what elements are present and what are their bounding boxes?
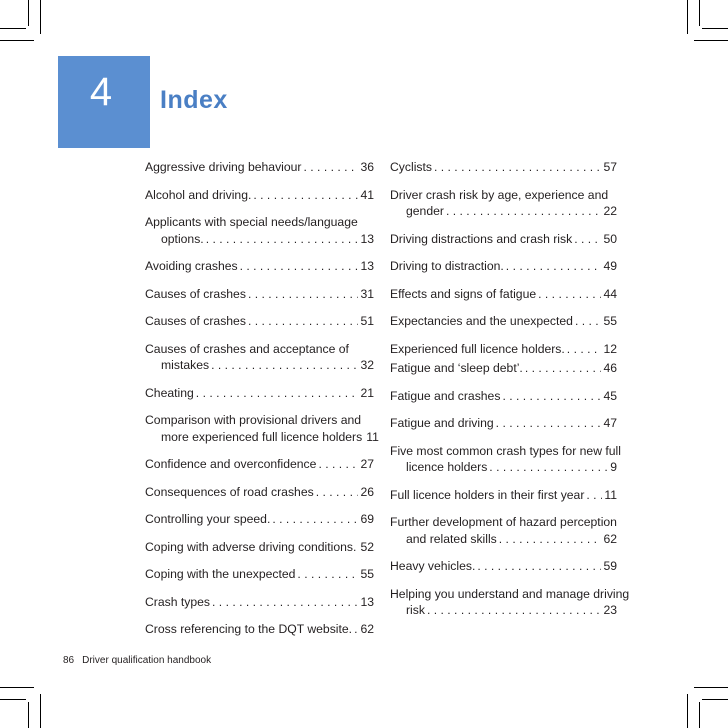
- index-entry-page: 13: [360, 259, 374, 273]
- dot-leader: [574, 231, 601, 248]
- index-entry-line: [390, 313, 617, 330]
- index-entry-line: [390, 558, 617, 575]
- index-entry-line: [145, 159, 374, 176]
- index-entry-label: risk: [406, 603, 425, 617]
- index-entry-page: 50: [603, 231, 617, 246]
- index-entry-page: 23: [603, 603, 617, 617]
- index-entry: [390, 388, 617, 405]
- index-entry: [145, 456, 374, 473]
- index-entry: [145, 511, 374, 528]
- index-entry-page: 52: [360, 539, 374, 554]
- index-entry: [390, 159, 617, 176]
- index-entry-label-line1: Five most common crash types for new full: [390, 443, 621, 458]
- index-entry-label: gender: [406, 204, 444, 218]
- dot-leader: [434, 159, 601, 176]
- dot-leader: [212, 594, 358, 611]
- index-entry-label: Heavy vehicles.: [390, 559, 476, 573]
- index-entry-label: Driving distractions and crash risk: [390, 231, 573, 246]
- index-entry-page: 26: [360, 484, 374, 499]
- index-entry-label-line1: Further development of hazard perception: [390, 515, 617, 529]
- index-entry: [145, 621, 374, 638]
- index-entry-page: 45: [603, 388, 617, 403]
- index-entry-label: Effects and signs of fatigue: [390, 286, 537, 301]
- dot-leader: [272, 511, 358, 528]
- dot-leader: [354, 621, 358, 638]
- index-entry-label: and related skills: [406, 531, 497, 546]
- index-entry-label: Coping with the unexpected: [145, 567, 296, 581]
- index-entry-line: [145, 357, 374, 374]
- crop-mark: [0, 28, 26, 29]
- crop-mark: [0, 687, 34, 688]
- index-entry-page: 44: [603, 286, 617, 301]
- chapter-number: 4: [89, 70, 113, 114]
- index-entry: [390, 313, 617, 330]
- index-entry-line: [145, 286, 374, 303]
- index-entry-line: [390, 487, 617, 504]
- dot-leader: [496, 415, 602, 432]
- index-entry: [390, 187, 617, 220]
- index-entry-line: [145, 231, 374, 248]
- index-entry-label: Fatigue and ‘sleep debt’.: [390, 361, 523, 375]
- index-entry-page: 13: [360, 231, 374, 246]
- index-entry-line: [145, 566, 374, 583]
- dot-leader: [506, 258, 602, 275]
- dot-leader: [499, 531, 602, 548]
- footer-title: Driver qualification handbook: [82, 655, 212, 666]
- index-entry-page: 57: [603, 160, 617, 174]
- index-entry: [145, 258, 374, 275]
- index-entry-line: [145, 258, 374, 275]
- index-entry-page: 49: [603, 259, 617, 273]
- index-entry-line: [390, 203, 617, 220]
- crop-mark: [687, 0, 688, 34]
- index-entry-label: Cyclists: [390, 160, 432, 174]
- dot-leader: [586, 487, 602, 504]
- index-entry-label-line1: Causes of crashes and acceptance of: [145, 341, 349, 356]
- crop-mark: [40, 0, 41, 34]
- index-entry-page: 27: [360, 457, 374, 471]
- index-entry-page: 69: [360, 512, 374, 526]
- index-entry-line: [145, 539, 374, 556]
- index-entry: [145, 214, 374, 247]
- crop-mark: [0, 40, 34, 41]
- index-entry-line: [390, 459, 617, 476]
- index-entry-label-line1: Comparison with provisional drivers and: [145, 413, 362, 427]
- index-entry-page: 55: [360, 567, 374, 581]
- index-entry: [390, 341, 617, 358]
- index-entry-page: 51: [360, 314, 374, 328]
- dot-leader: [477, 558, 601, 575]
- dot-leader: [206, 231, 359, 248]
- index-entry-page: 21: [360, 385, 374, 400]
- dot-leader: [211, 357, 358, 374]
- index-entry-line: [390, 602, 617, 619]
- crop-mark: [28, 0, 29, 26]
- dot-leader: [253, 187, 358, 204]
- index-entry: [145, 566, 374, 583]
- crop-mark: [699, 702, 700, 728]
- dot-leader: [567, 341, 602, 358]
- index-entry-line: [145, 429, 379, 446]
- index-entry-page: 22: [603, 204, 617, 218]
- index-entry: [145, 187, 374, 204]
- index-entry: [145, 484, 374, 501]
- index-column-left: [145, 159, 379, 638]
- crop-mark: [0, 699, 26, 700]
- dot-leader: [248, 286, 359, 303]
- index-entry: [390, 415, 617, 432]
- index-entry-label-line1: Helping you understand and manage driving: [390, 586, 630, 601]
- crop-mark: [699, 0, 700, 26]
- crop-mark: [28, 702, 29, 728]
- index-entry-label: licence holders: [406, 460, 488, 474]
- dot-leader: [575, 313, 601, 330]
- index-entry-label: Experienced full licence holders.: [390, 341, 565, 356]
- index-entry-line: [145, 385, 374, 402]
- index-entry-label: Cross referencing to the DQT website.: [145, 622, 353, 636]
- index-entry: [390, 443, 621, 476]
- index-entry-label: Causes of crashes: [145, 286, 246, 301]
- crop-mark: [687, 694, 688, 728]
- index-entry: [145, 412, 379, 445]
- dot-leader: [525, 360, 602, 377]
- page-title: Index: [160, 86, 228, 114]
- index-entry-page: 31: [360, 286, 374, 301]
- index-entry-page: 36: [360, 160, 374, 174]
- dot-leader: [297, 566, 358, 583]
- index-entry-line: [145, 187, 374, 204]
- dot-leader: [489, 459, 608, 476]
- dot-leader: [316, 484, 359, 501]
- index-entry-page: 59: [603, 559, 617, 573]
- index-entry-label: Consequences of road crashes: [145, 484, 314, 499]
- index-entry-page: 11: [604, 487, 617, 502]
- index-entry: [390, 558, 617, 575]
- index-entry: [390, 487, 617, 504]
- index-entry: [390, 514, 617, 547]
- index-entry-page: 32: [360, 358, 374, 372]
- index-entry: [390, 286, 617, 303]
- index-entry-page: 55: [603, 314, 617, 328]
- index-entry-label: Fatigue and crashes: [390, 388, 501, 403]
- dot-leader: [240, 258, 359, 275]
- index-entry-label: Alcohol and driving.: [145, 187, 252, 202]
- index-entry-line: [145, 594, 374, 611]
- index-entry-line: [390, 531, 617, 548]
- index-entry-label: Coping with adverse driving conditions.: [145, 539, 357, 554]
- dot-leader: [446, 203, 601, 220]
- dot-leader: [304, 159, 359, 176]
- index-entry-label: Crash types: [145, 594, 211, 609]
- dot-leader: [502, 388, 601, 405]
- page-number: 86: [63, 655, 75, 666]
- index-entry: [145, 286, 374, 303]
- index-entry-label: Causes of crashes: [145, 314, 246, 328]
- index-entry-page: 13: [360, 594, 374, 609]
- index-entry-page: 12: [603, 341, 617, 356]
- index-entry-line: [390, 286, 617, 303]
- index-entry-label: more experienced full licence holders: [161, 429, 363, 444]
- index-entry: [145, 539, 374, 556]
- index-entry-label: Controlling your speed.: [145, 512, 271, 526]
- index-entry-line: [390, 360, 617, 377]
- index-entry: [145, 313, 374, 330]
- index-entry: [145, 385, 374, 402]
- index-entry-label: Driving to distraction.: [390, 259, 504, 273]
- index-entry-page: 62: [603, 531, 617, 546]
- index-entry-label: Expectancies and the unexpected: [390, 314, 573, 328]
- index-entry-line: [145, 456, 374, 473]
- index-entry-line: [390, 341, 617, 358]
- index-entry-page: 41: [360, 187, 374, 202]
- chapter-number-box: [58, 56, 150, 148]
- index-entry-page: 47: [603, 416, 617, 430]
- dot-leader: [318, 456, 358, 473]
- index-entry-line: [390, 231, 617, 248]
- index-entry-line: [390, 159, 617, 176]
- index-entry-label-line1: Driver crash risk by age, experience and: [390, 187, 609, 202]
- index-column-right: [390, 159, 630, 619]
- index-entry: [145, 341, 374, 374]
- index-entry: [390, 586, 630, 619]
- crop-mark: [702, 28, 728, 29]
- crop-mark: [40, 694, 41, 728]
- dot-leader: [538, 286, 601, 303]
- index-entry-label: Full licence holders in their first year: [390, 487, 585, 502]
- index-entry-label: Avoiding crashes: [145, 259, 238, 273]
- index-entry-label: Fatigue and driving: [390, 416, 494, 430]
- index-entry: [145, 159, 374, 176]
- index-entry-line: [390, 258, 617, 275]
- index-entry-line: [145, 511, 374, 528]
- index-entry-line: [390, 388, 617, 405]
- crop-mark: [702, 699, 728, 700]
- index-entry-line: [390, 415, 617, 432]
- index-entry-label: Confidence and overconfidence: [145, 457, 317, 471]
- index-entry: [390, 258, 617, 275]
- index-entry: [390, 360, 617, 377]
- index-entry-page: 9: [610, 460, 617, 474]
- index-entry-page: 62: [360, 622, 374, 636]
- dot-leader: [196, 385, 359, 402]
- crop-mark: [694, 687, 728, 688]
- index-entry-page: 11: [366, 429, 379, 444]
- index-entry: [145, 594, 374, 611]
- index-entry-label: options.: [161, 231, 204, 246]
- index-entry-line: [145, 621, 374, 638]
- index-entry-label: Cheating: [145, 385, 194, 400]
- index-entry-label: mistakes: [161, 358, 210, 372]
- index-entry-label-line1: Applicants with special needs/language: [145, 215, 358, 229]
- index-entry: [390, 231, 617, 248]
- dot-leader: [248, 313, 359, 330]
- index-entry-page: 46: [603, 361, 617, 375]
- page-footer: [63, 655, 219, 666]
- index-entry-line: [145, 484, 374, 501]
- index-entry-label: Aggressive driving behaviour: [145, 160, 302, 174]
- dot-leader: [427, 602, 601, 619]
- index-entry-line: [145, 313, 374, 330]
- crop-mark: [694, 40, 728, 41]
